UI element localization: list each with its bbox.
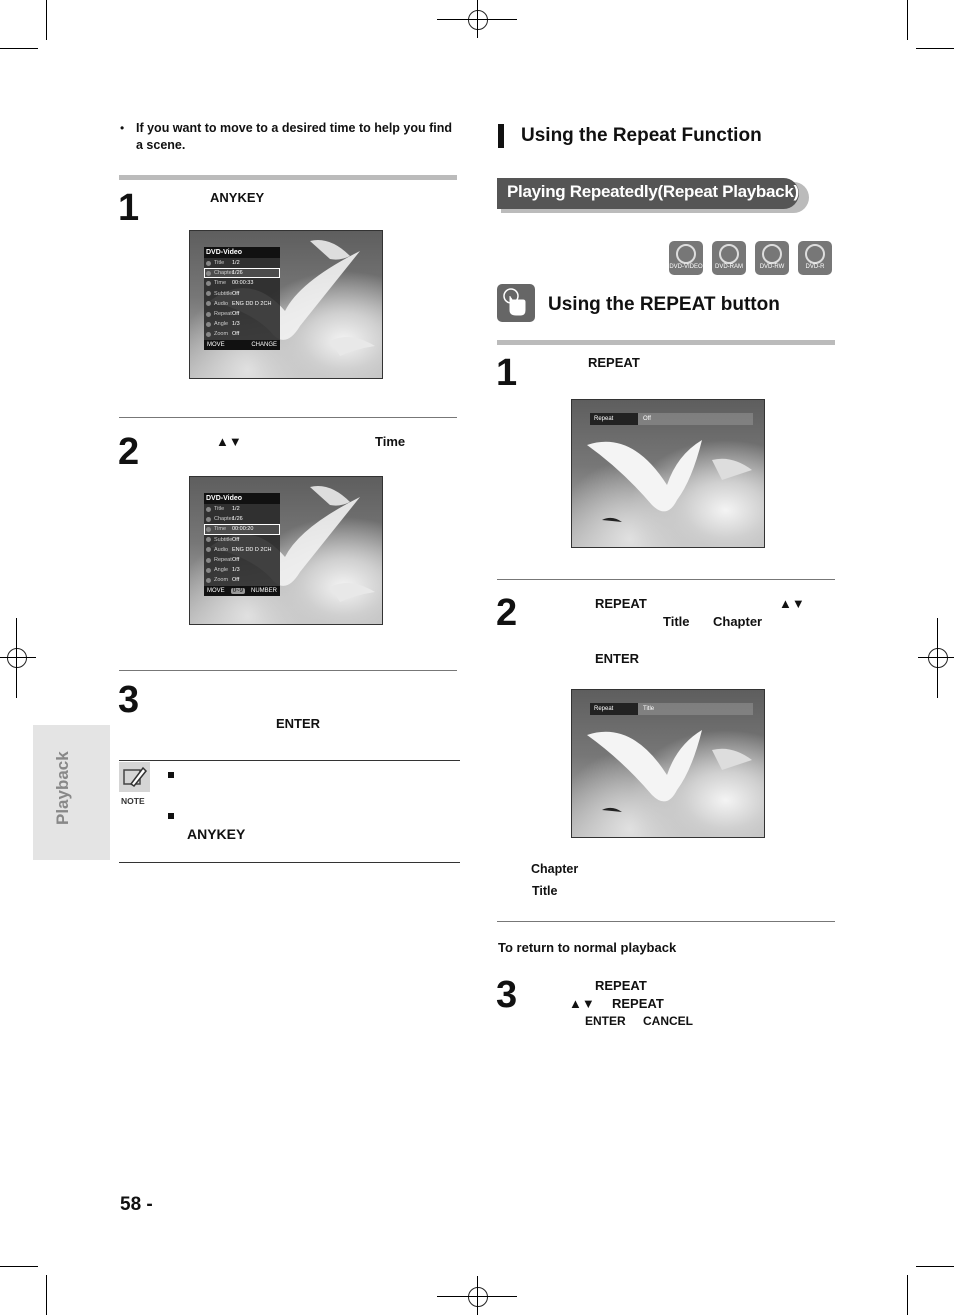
crop-mark [907, 1275, 908, 1315]
row-value: Off [232, 311, 240, 318]
row-value: 1/3 [232, 321, 240, 328]
crop-mark [477, 0, 478, 38]
key-label: ENTER [595, 651, 640, 666]
row-value: 1/2 [232, 506, 240, 513]
subheading: Using the REPEAT button [548, 294, 780, 315]
repeat-value: Title [638, 703, 753, 715]
return-heading: To return to normal playback [498, 940, 677, 955]
menu-row [204, 268, 280, 278]
row-key: Angle [214, 567, 229, 574]
section-rule [497, 340, 835, 345]
row-key: Chapter [214, 516, 234, 523]
row-value: 1/26 [232, 516, 243, 523]
row-value: 1/2 [232, 260, 240, 267]
info-menu [204, 493, 280, 596]
section-rule [119, 175, 457, 180]
row-key: Time [214, 526, 227, 533]
footer-change: CHANGE [251, 341, 277, 348]
key-label: ENTER [585, 1014, 626, 1028]
step-number: 2 [118, 431, 140, 473]
step-number: 1 [496, 352, 518, 394]
row-icon [206, 527, 211, 532]
row-icon [206, 261, 211, 266]
crop-mark [916, 48, 954, 49]
crop-mark [907, 0, 908, 40]
disc-label: DVD-VIDEO [669, 264, 703, 270]
registration-mark [928, 648, 948, 668]
menu-row [204, 289, 280, 299]
row-value: Off [232, 577, 240, 584]
step-number: 1 [118, 187, 140, 229]
crop-mark [16, 618, 17, 698]
osd-screenshot [189, 476, 383, 625]
menu-row [204, 504, 280, 514]
repeat-value: Off [638, 413, 753, 425]
menu-row [204, 565, 280, 575]
dvd-video-icon [669, 241, 703, 275]
registration-mark [468, 10, 488, 30]
menu-header: DVD-Video [204, 247, 280, 258]
menu-row [204, 535, 280, 545]
note-bullet [168, 772, 174, 778]
repeat-label: Repeat [590, 413, 638, 425]
repeat-label: Repeat [590, 703, 638, 715]
row-key: Subtitle [214, 536, 233, 543]
row-key: Audio [214, 546, 229, 553]
menu-row [204, 524, 280, 534]
row-key: Subtitle [214, 290, 233, 297]
key-label: Time [375, 434, 406, 449]
row-key: Zoom [214, 331, 229, 338]
row-key: Title [214, 506, 225, 513]
crop-mark [46, 1275, 47, 1315]
footer-number: NUMBER [250, 587, 277, 594]
key-label: REPEAT [612, 996, 664, 1011]
arrow-keys: ▲▼ [569, 996, 595, 1011]
dvd-r-icon [798, 241, 832, 275]
row-value: ENG DD D 2CH [232, 300, 272, 307]
row-key: Title [214, 260, 225, 267]
row-icon [206, 517, 211, 522]
row-value: ENG DD D 2CH [232, 546, 272, 553]
crop-mark [0, 657, 36, 658]
repeat-screenshot [571, 399, 765, 548]
note-bullet [168, 813, 174, 819]
key-label: ANYKEY [210, 190, 265, 205]
option-chapter: Chapter [713, 614, 763, 629]
crop-mark [46, 0, 47, 40]
row-value: 1/26 [232, 270, 243, 277]
banner [497, 178, 799, 209]
row-icon [206, 271, 211, 276]
row-icon [206, 558, 211, 563]
repeat-bar [590, 703, 753, 715]
row-value: Off [232, 557, 240, 564]
menu-row [204, 514, 280, 524]
menu-row [204, 575, 280, 585]
row-value: Off [232, 331, 240, 338]
crop-mark [477, 1276, 478, 1315]
menu-row [204, 555, 280, 565]
footer-move: MOVE [207, 341, 225, 348]
row-key: Repeat [214, 311, 232, 318]
repeat-bar [590, 413, 753, 425]
row-icon [206, 568, 211, 573]
registration-mark [468, 1287, 488, 1307]
menu-row [204, 299, 280, 309]
row-value: 00:00:33 [232, 280, 254, 287]
dvd-ram-icon [712, 241, 746, 275]
footer-keys: 0~9 [232, 587, 243, 594]
key-label: CANCEL [643, 1014, 693, 1028]
menu-row [204, 258, 280, 268]
menu-header: DVD-Video [204, 493, 280, 504]
row-value: Off [232, 536, 240, 543]
menu-row [204, 309, 280, 319]
menu-row [204, 319, 280, 329]
banner-title: Playing Repeatedly(Repeat Playback) [507, 182, 799, 201]
row-icon [206, 322, 211, 327]
option-chapter: Chapter [531, 862, 579, 876]
key-label: ENTER [276, 716, 321, 731]
row-icon [206, 507, 211, 512]
note-rule-top [119, 760, 460, 761]
section-rule [497, 579, 835, 580]
intro-bullet-text: If you want to move to a desired time to help you find a scene. [136, 121, 452, 152]
registration-mark [7, 648, 27, 668]
section-rule [119, 417, 457, 418]
disc-label: DVD-RW [759, 264, 785, 270]
row-key: Angle [214, 321, 229, 328]
pencil-icon [119, 762, 150, 792]
step-number: 3 [118, 679, 140, 721]
key-label: ANYKEY [187, 826, 246, 842]
sidebar-tab-label: Playback [53, 751, 72, 825]
menu-footer [204, 340, 280, 350]
row-icon [206, 332, 211, 337]
section-heading: Using the Repeat Function [521, 125, 762, 146]
dvd-rw-icon [755, 241, 789, 275]
option-title: Title [663, 614, 690, 629]
sidebar-tab [33, 725, 110, 860]
step-number: 2 [496, 592, 518, 634]
step-number: 3 [496, 974, 518, 1016]
disc-label: DVD-R [805, 264, 825, 270]
row-key: Zoom [214, 577, 229, 584]
crop-mark [0, 1266, 38, 1267]
key-label: REPEAT [595, 596, 647, 611]
row-key: Chapter [214, 270, 234, 277]
note-rule-bottom [119, 862, 460, 863]
osd-screenshot [189, 230, 383, 379]
arrow-keys: ▲▼ [779, 596, 805, 611]
repeat-screenshot [571, 689, 765, 838]
menu-row [204, 329, 280, 339]
intro-bullet-dot: • [120, 121, 125, 135]
section-rule [119, 670, 457, 671]
menu-footer [204, 586, 280, 596]
row-icon [206, 312, 211, 317]
crop-mark [937, 618, 938, 698]
crop-mark [916, 1266, 954, 1267]
hand-button-icon [497, 284, 535, 322]
row-key: Repeat [214, 557, 232, 564]
row-key: Audio [214, 300, 229, 307]
row-icon [206, 281, 211, 286]
row-key: Time [214, 280, 227, 287]
note-label: NOTE [121, 796, 145, 806]
key-label: REPEAT [588, 355, 640, 370]
row-value: 1/3 [232, 567, 240, 574]
menu-row [204, 278, 280, 288]
crop-mark [0, 48, 38, 49]
crop-mark [918, 657, 954, 658]
key-label: REPEAT [595, 978, 647, 993]
section-rule [497, 921, 835, 922]
info-menu [204, 247, 280, 350]
heading-marker [498, 124, 504, 148]
page-number: 58 - [120, 1194, 153, 1215]
option-title: Title [532, 884, 558, 898]
note-icon-box [119, 762, 150, 792]
footer-move: MOVE [207, 587, 225, 594]
row-value: 00:00:20 [232, 526, 254, 533]
menu-row [204, 545, 280, 555]
row-icon [206, 578, 211, 583]
disc-label: DVD-RAM [715, 264, 743, 270]
row-value: Off [232, 290, 240, 297]
arrow-keys: ▲▼ [216, 434, 242, 449]
